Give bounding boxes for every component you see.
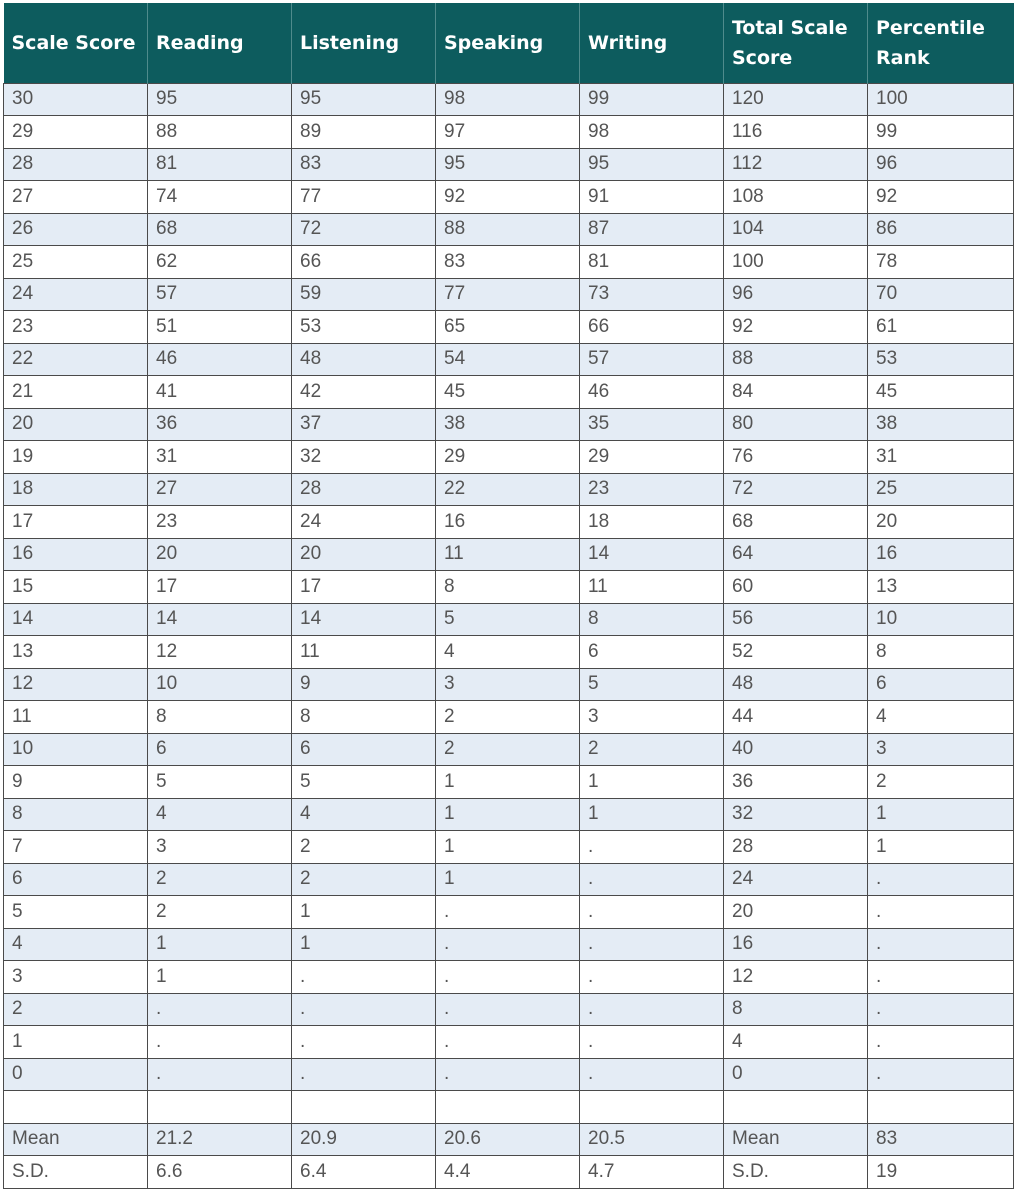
header-label: Listening — [300, 31, 400, 54]
header-percentile-rank — [868, 3, 1014, 83]
table-cell: 66 — [580, 311, 724, 344]
table-cell: 23 — [580, 473, 724, 506]
table-cell: 14 — [4, 603, 148, 636]
table-cell: 30 — [4, 83, 148, 116]
table-cell: 0 — [724, 1058, 868, 1091]
table-cell: 88 — [148, 116, 292, 149]
table-cell: 5 — [436, 603, 580, 636]
table-cell: 8 — [292, 701, 436, 734]
table-row — [4, 441, 1014, 474]
header-total-scale-score — [724, 3, 868, 83]
table-cell: 68 — [724, 506, 868, 539]
table-cell: 13 — [4, 636, 148, 669]
table-row — [4, 733, 1014, 766]
table-cell: 13 — [868, 571, 1014, 604]
table-cell: 57 — [148, 278, 292, 311]
table-cell: 22 — [436, 473, 580, 506]
table-cell: 74 — [148, 181, 292, 214]
table-cell: 27 — [4, 181, 148, 214]
header-label: Speaking — [444, 31, 544, 54]
table-cell: 1 — [868, 798, 1014, 831]
table-cell: 95 — [436, 148, 580, 181]
table-row — [4, 1058, 1014, 1091]
header-label: Total Scale — [732, 16, 848, 39]
table-cell: 7 — [4, 831, 148, 864]
table-cell: 3 — [580, 701, 724, 734]
table-cell: 27 — [148, 473, 292, 506]
table-cell: 86 — [868, 213, 1014, 246]
table-cell: 56 — [724, 603, 868, 636]
table-cell: 8 — [580, 603, 724, 636]
table-cell: 19 — [868, 1156, 1014, 1189]
table-cell: 10 — [4, 733, 148, 766]
table-cell: 0 — [4, 1058, 148, 1091]
blank-row — [4, 1091, 1014, 1124]
table-cell: 48 — [724, 668, 868, 701]
table-row — [4, 116, 1014, 149]
table-cell: 98 — [436, 83, 580, 116]
table-cell: 100 — [868, 83, 1014, 116]
table-cell: 46 — [148, 343, 292, 376]
table-cell: 8 — [148, 701, 292, 734]
table-cell: 19 — [4, 441, 148, 474]
table-cell: 77 — [292, 181, 436, 214]
table-cell: 14 — [292, 603, 436, 636]
table-cell: 9 — [4, 766, 148, 799]
table-cell: 3 — [4, 961, 148, 994]
table-cell: 29 — [580, 441, 724, 474]
table-cell: 98 — [580, 116, 724, 149]
table-cell: 12 — [724, 961, 868, 994]
table-cell: 2 — [4, 993, 148, 1026]
table-cell: . — [292, 961, 436, 994]
table-cell: 88 — [724, 343, 868, 376]
table-cell: . — [868, 896, 1014, 929]
table-row — [4, 506, 1014, 539]
table-cell: 53 — [868, 343, 1014, 376]
table-cell: 73 — [580, 278, 724, 311]
table-cell: 95 — [148, 83, 292, 116]
table-row — [4, 668, 1014, 701]
table-row — [4, 928, 1014, 961]
table-cell: 25 — [868, 473, 1014, 506]
table-cell: 78 — [868, 246, 1014, 279]
table-cell: 31 — [868, 441, 1014, 474]
table-cell: 42 — [292, 376, 436, 409]
table-cell: 11 — [292, 636, 436, 669]
table-cell: 2 — [292, 863, 436, 896]
table-cell: . — [436, 928, 580, 961]
table-row — [4, 798, 1014, 831]
table-row — [4, 246, 1014, 279]
table-cell: 36 — [148, 408, 292, 441]
table-cell: 20.6 — [436, 1123, 580, 1156]
table-cell: . — [436, 961, 580, 994]
table-cell: 1 — [580, 798, 724, 831]
table-cell: 54 — [436, 343, 580, 376]
table-cell — [724, 1091, 868, 1124]
table-row — [4, 311, 1014, 344]
table-cell: 24 — [724, 863, 868, 896]
table-cell: 18 — [4, 473, 148, 506]
table-cell: 11 — [436, 538, 580, 571]
table-cell: . — [292, 1058, 436, 1091]
table-cell: . — [148, 1026, 292, 1059]
table-cell: 28 — [724, 831, 868, 864]
table-cell: 12 — [4, 668, 148, 701]
table-cell: 5 — [4, 896, 148, 929]
header-speaking — [436, 3, 580, 83]
table-cell: 1 — [292, 896, 436, 929]
table-cell: 1 — [436, 766, 580, 799]
table-cell — [436, 1091, 580, 1124]
table-row — [4, 961, 1014, 994]
table-cell: 84 — [724, 376, 868, 409]
mean-row — [4, 1123, 1014, 1156]
table-cell: 16 — [4, 538, 148, 571]
table-cell: 4 — [148, 798, 292, 831]
table-row — [4, 213, 1014, 246]
table-cell: . — [436, 896, 580, 929]
table-cell: 1 — [436, 831, 580, 864]
table-row — [4, 473, 1014, 506]
table-cell: . — [436, 1058, 580, 1091]
table-cell: 16 — [868, 538, 1014, 571]
table-cell: 65 — [436, 311, 580, 344]
table-cell: 24 — [4, 278, 148, 311]
table-cell: 24 — [292, 506, 436, 539]
table-cell: 1 — [292, 928, 436, 961]
table-cell: 83 — [292, 148, 436, 181]
table-cell: 92 — [436, 181, 580, 214]
table-cell: 53 — [292, 311, 436, 344]
table-cell: 62 — [148, 246, 292, 279]
table-cell: . — [292, 993, 436, 1026]
table-cell: 28 — [292, 473, 436, 506]
table-cell: 112 — [724, 148, 868, 181]
table-row — [4, 993, 1014, 1026]
table-cell: 20 — [868, 506, 1014, 539]
table-row — [4, 278, 1014, 311]
table-cell: 92 — [724, 311, 868, 344]
table-cell — [4, 1091, 148, 1124]
table-cell: 46 — [580, 376, 724, 409]
table-cell: 1 — [868, 831, 1014, 864]
header-reading — [148, 3, 292, 83]
table-cell: 99 — [580, 83, 724, 116]
table-cell: 10 — [868, 603, 1014, 636]
table-cell: 6.6 — [148, 1156, 292, 1189]
table-cell: 6 — [148, 733, 292, 766]
table-cell: 6.4 — [292, 1156, 436, 1189]
table-cell: 87 — [580, 213, 724, 246]
table-cell: 32 — [292, 441, 436, 474]
table-cell: 12 — [148, 636, 292, 669]
table-cell: 57 — [580, 343, 724, 376]
table-cell: 17 — [292, 571, 436, 604]
table-cell: 9 — [292, 668, 436, 701]
table-cell: 2 — [868, 766, 1014, 799]
table-cell: 72 — [724, 473, 868, 506]
table-cell: 16 — [436, 506, 580, 539]
table-cell: 38 — [868, 408, 1014, 441]
table-row — [4, 831, 1014, 864]
table-cell — [868, 1091, 1014, 1124]
table-cell: 60 — [724, 571, 868, 604]
table-cell: 4.4 — [436, 1156, 580, 1189]
table-cell: 108 — [724, 181, 868, 214]
table-cell: 81 — [580, 246, 724, 279]
table-cell — [148, 1091, 292, 1124]
table-cell: . — [148, 993, 292, 1026]
table-row — [4, 181, 1014, 214]
table-cell: 23 — [4, 311, 148, 344]
table-cell: 8 — [436, 571, 580, 604]
table-cell: 35 — [580, 408, 724, 441]
table-cell: 4 — [292, 798, 436, 831]
table-row — [4, 376, 1014, 409]
table-cell: 41 — [148, 376, 292, 409]
table-cell: 18 — [580, 506, 724, 539]
table-cell: 1 — [148, 961, 292, 994]
table-cell: 20 — [148, 538, 292, 571]
table-cell: 11 — [580, 571, 724, 604]
table-row — [4, 148, 1014, 181]
table-cell: 6 — [292, 733, 436, 766]
table-cell: 14 — [580, 538, 724, 571]
table-row — [4, 603, 1014, 636]
table-cell: 22 — [4, 343, 148, 376]
header-listening — [292, 3, 436, 83]
header-label: Reading — [156, 31, 244, 54]
table-cell: 3 — [148, 831, 292, 864]
table-row — [4, 863, 1014, 896]
table-cell: Mean — [4, 1123, 148, 1156]
table-cell: 6 — [4, 863, 148, 896]
table-cell: 96 — [724, 278, 868, 311]
table-cell: 99 — [868, 116, 1014, 149]
table-cell: 48 — [292, 343, 436, 376]
table-cell: 11 — [4, 701, 148, 734]
table-cell: 10 — [148, 668, 292, 701]
table-cell: 37 — [292, 408, 436, 441]
table-cell: . — [580, 961, 724, 994]
table-cell: 16 — [724, 928, 868, 961]
table-cell: 28 — [4, 148, 148, 181]
table-cell: 95 — [580, 148, 724, 181]
table-cell: . — [868, 1026, 1014, 1059]
sd-row — [4, 1156, 1014, 1189]
table-cell: 26 — [4, 213, 148, 246]
table-cell: 77 — [436, 278, 580, 311]
table-cell: 44 — [724, 701, 868, 734]
table-cell: 2 — [436, 701, 580, 734]
table-cell: 45 — [436, 376, 580, 409]
table-cell: 91 — [580, 181, 724, 214]
table-cell: 20 — [292, 538, 436, 571]
table-cell: 72 — [292, 213, 436, 246]
header-label: Score — [732, 46, 793, 69]
table-cell: . — [868, 928, 1014, 961]
table-row — [4, 1026, 1014, 1059]
table-cell: 59 — [292, 278, 436, 311]
table-cell: 81 — [148, 148, 292, 181]
table-cell: . — [580, 863, 724, 896]
table-cell: 61 — [868, 311, 1014, 344]
table-cell: 31 — [148, 441, 292, 474]
table-cell: 2 — [580, 733, 724, 766]
table-cell: 2 — [148, 896, 292, 929]
table-cell: 20.5 — [580, 1123, 724, 1156]
table-cell: 80 — [724, 408, 868, 441]
table-cell: 1 — [148, 928, 292, 961]
table-cell: 83 — [436, 246, 580, 279]
table-row — [4, 83, 1014, 116]
table-cell: 68 — [148, 213, 292, 246]
table-cell: 52 — [724, 636, 868, 669]
table-cell: 36 — [724, 766, 868, 799]
table-cell: 8 — [724, 993, 868, 1026]
table-cell: 6 — [580, 636, 724, 669]
score-table-container — [3, 3, 1013, 1189]
table-body — [4, 83, 1014, 1188]
table-cell: . — [436, 1026, 580, 1059]
table-cell: 120 — [724, 83, 868, 116]
table-cell: 92 — [868, 181, 1014, 214]
table-cell: 4 — [724, 1026, 868, 1059]
table-row — [4, 636, 1014, 669]
table-cell: 89 — [292, 116, 436, 149]
table-cell: 8 — [868, 636, 1014, 669]
table-cell: 66 — [292, 246, 436, 279]
table-cell — [580, 1091, 724, 1124]
table-cell: 1 — [436, 863, 580, 896]
table-cell: 76 — [724, 441, 868, 474]
table-cell: 21 — [4, 376, 148, 409]
table-cell: 20 — [4, 408, 148, 441]
table-cell: 38 — [436, 408, 580, 441]
header-label: Scale Score — [11, 31, 136, 54]
table-row — [4, 571, 1014, 604]
table-cell: 40 — [724, 733, 868, 766]
table-cell: 6 — [868, 668, 1014, 701]
table-cell: 2 — [436, 733, 580, 766]
table-cell: . — [868, 961, 1014, 994]
header-label: Writing — [588, 31, 668, 54]
table-header — [4, 3, 1014, 83]
table-cell: . — [580, 831, 724, 864]
table-cell: 1 — [436, 798, 580, 831]
table-cell: 4 — [868, 701, 1014, 734]
header-label: Rank — [876, 46, 930, 69]
table-row — [4, 701, 1014, 734]
table-cell: 96 — [868, 148, 1014, 181]
table-cell: 20.9 — [292, 1123, 436, 1156]
table-cell: 29 — [436, 441, 580, 474]
table-cell: 5 — [292, 766, 436, 799]
table-cell: 104 — [724, 213, 868, 246]
table-cell: . — [436, 993, 580, 1026]
table-cell: 3 — [436, 668, 580, 701]
table-row — [4, 538, 1014, 571]
table-cell: 20 — [724, 896, 868, 929]
table-cell: . — [868, 993, 1014, 1026]
table-cell: 70 — [868, 278, 1014, 311]
table-cell: Mean — [724, 1123, 868, 1156]
table-cell: 17 — [4, 506, 148, 539]
table-cell: 1 — [580, 766, 724, 799]
table-cell: 95 — [292, 83, 436, 116]
header-writing — [580, 3, 724, 83]
table-cell: S.D. — [4, 1156, 148, 1189]
table-row — [4, 766, 1014, 799]
table-cell: 1 — [4, 1026, 148, 1059]
table-cell: 4 — [436, 636, 580, 669]
table-cell: 88 — [436, 213, 580, 246]
table-cell: 45 — [868, 376, 1014, 409]
table-cell: . — [868, 1058, 1014, 1091]
percentile-rank-table — [3, 3, 1014, 1189]
table-cell: 25 — [4, 246, 148, 279]
header-row — [4, 3, 1014, 83]
table-cell: 3 — [868, 733, 1014, 766]
header-label: Percentile — [876, 16, 985, 39]
table-cell: 14 — [148, 603, 292, 636]
table-cell: 64 — [724, 538, 868, 571]
table-row — [4, 343, 1014, 376]
table-cell: 100 — [724, 246, 868, 279]
table-cell: 15 — [4, 571, 148, 604]
table-cell: 8 — [4, 798, 148, 831]
table-cell: . — [580, 1026, 724, 1059]
table-cell: 2 — [148, 863, 292, 896]
table-cell — [292, 1091, 436, 1124]
table-cell: . — [292, 1026, 436, 1059]
table-cell: 29 — [4, 116, 148, 149]
table-cell: . — [580, 1058, 724, 1091]
header-scale-score — [4, 3, 148, 83]
table-cell: 97 — [436, 116, 580, 149]
table-cell: 83 — [868, 1123, 1014, 1156]
table-cell: . — [580, 896, 724, 929]
table-cell: . — [580, 928, 724, 961]
table-cell: 4 — [4, 928, 148, 961]
table-cell: . — [580, 993, 724, 1026]
table-cell: 116 — [724, 116, 868, 149]
table-cell: 32 — [724, 798, 868, 831]
table-cell: S.D. — [724, 1156, 868, 1189]
table-cell: 23 — [148, 506, 292, 539]
table-cell: 17 — [148, 571, 292, 604]
table-cell: 21.2 — [148, 1123, 292, 1156]
table-cell: . — [148, 1058, 292, 1091]
table-cell: 5 — [580, 668, 724, 701]
table-cell: 5 — [148, 766, 292, 799]
table-cell: 2 — [292, 831, 436, 864]
table-cell: . — [868, 863, 1014, 896]
table-cell: 51 — [148, 311, 292, 344]
table-cell: 4.7 — [580, 1156, 724, 1189]
table-row — [4, 408, 1014, 441]
table-row — [4, 896, 1014, 929]
